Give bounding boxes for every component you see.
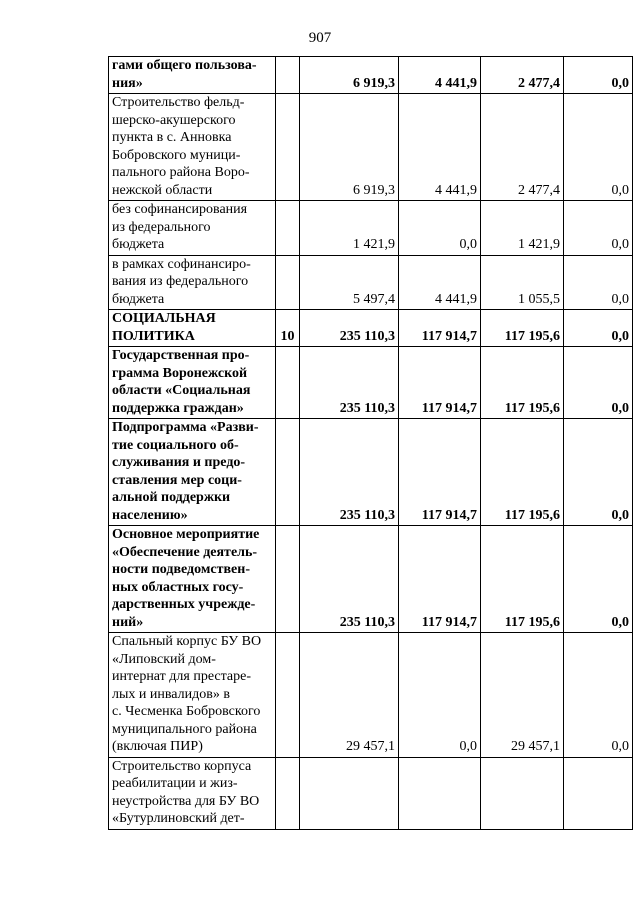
value-col-4: 0,0 xyxy=(564,633,633,758)
value-col-4: 0,0 xyxy=(564,310,633,347)
section-code xyxy=(276,347,300,419)
value-total: 235 110,3 xyxy=(300,310,399,347)
value-total: 6 919,3 xyxy=(300,57,399,94)
value-col-2: 117 914,7 xyxy=(399,419,481,526)
value-total: 29 457,1 xyxy=(300,633,399,758)
value-col-3: 2 477,4 xyxy=(481,94,564,201)
value-total: 6 919,3 xyxy=(300,94,399,201)
table-row xyxy=(109,526,633,633)
table-row xyxy=(109,94,633,201)
value-total: 235 110,3 xyxy=(300,526,399,633)
value-col-4: 0,0 xyxy=(564,255,633,310)
value-total: 1 421,9 xyxy=(300,201,399,256)
value-col-2: 117 914,7 xyxy=(399,526,481,633)
value-total xyxy=(300,757,399,829)
budget-table xyxy=(108,56,633,830)
value-col-2: 4 441,9 xyxy=(399,255,481,310)
value-col-2: 117 914,7 xyxy=(399,310,481,347)
value-col-4 xyxy=(564,757,633,829)
value-col-2: 4 441,9 xyxy=(399,94,481,201)
budget-table-body xyxy=(109,57,633,830)
value-total: 235 110,3 xyxy=(300,347,399,419)
value-col-3 xyxy=(481,757,564,829)
row-label: Строительство фельд- шерско-акушерского пункта в с. Анновка Бобровского муници- пального района Воро- нежской области xyxy=(109,94,276,201)
value-col-3: 117 195,6 xyxy=(481,526,564,633)
table-row xyxy=(109,347,633,419)
section-code xyxy=(276,201,300,256)
section-code xyxy=(276,94,300,201)
value-col-4: 0,0 xyxy=(564,419,633,526)
value-col-4: 0,0 xyxy=(564,526,633,633)
table-row xyxy=(109,255,633,310)
row-label: гами общего пользова- ния» xyxy=(109,57,276,94)
table-row xyxy=(109,633,633,758)
value-total: 5 497,4 xyxy=(300,255,399,310)
value-col-2: 0,0 xyxy=(399,201,481,256)
row-label: без софинансирования из федерального бюджета xyxy=(109,201,276,256)
row-label: СОЦИАЛЬНАЯ ПОЛИТИКА xyxy=(109,310,276,347)
page-number: 907 xyxy=(308,30,332,46)
value-col-3: 29 457,1 xyxy=(481,633,564,758)
value-total: 235 110,3 xyxy=(300,419,399,526)
value-col-2: 117 914,7 xyxy=(399,347,481,419)
value-col-2: 4 441,9 xyxy=(399,57,481,94)
row-label: в рамках софинансиро- вания из федерального бюджета xyxy=(109,255,276,310)
table-row xyxy=(109,757,633,829)
section-code xyxy=(276,757,300,829)
row-label: Основное мероприятие «Обеспечение деятель- ности подведомствен- ных областных госу- дарственных учрежде- ний» xyxy=(109,526,276,633)
value-col-4: 0,0 xyxy=(564,57,633,94)
value-col-4: 0,0 xyxy=(564,94,633,201)
row-label: Строительство корпуса реабилитации и жиз- неустройства для БУ ВО «Бутурлиновский дет- xyxy=(109,757,276,829)
section-code: 10 xyxy=(276,310,300,347)
table-row xyxy=(109,419,633,526)
section-code xyxy=(276,419,300,526)
value-col-2 xyxy=(399,757,481,829)
section-code xyxy=(276,255,300,310)
section-code xyxy=(276,526,300,633)
table-row xyxy=(109,57,633,94)
row-label: Подпрограмма «Разви- тие социального об- служивания и предо- ставления мер соци- альной поддержки населению» xyxy=(109,419,276,526)
table-row xyxy=(109,310,633,347)
row-label: Спальный корпус БУ ВО «Липовский дом- интернат для престаре- лых и инвалидов» в с. Чесменка Бобровского муниципального района (включая ПИР) xyxy=(109,633,276,758)
row-label: Государственная про- грамма Воронежской области «Социальная поддержка граждан» xyxy=(109,347,276,419)
table-row xyxy=(109,201,633,256)
value-col-2: 0,0 xyxy=(399,633,481,758)
value-col-3: 117 195,6 xyxy=(481,310,564,347)
value-col-3: 1 421,9 xyxy=(481,201,564,256)
value-col-3: 2 477,4 xyxy=(481,57,564,94)
value-col-4: 0,0 xyxy=(564,201,633,256)
value-col-3: 1 055,5 xyxy=(481,255,564,310)
section-code xyxy=(276,633,300,758)
section-code xyxy=(276,57,300,94)
value-col-4: 0,0 xyxy=(564,347,633,419)
value-col-3: 117 195,6 xyxy=(481,347,564,419)
value-col-3: 117 195,6 xyxy=(481,419,564,526)
